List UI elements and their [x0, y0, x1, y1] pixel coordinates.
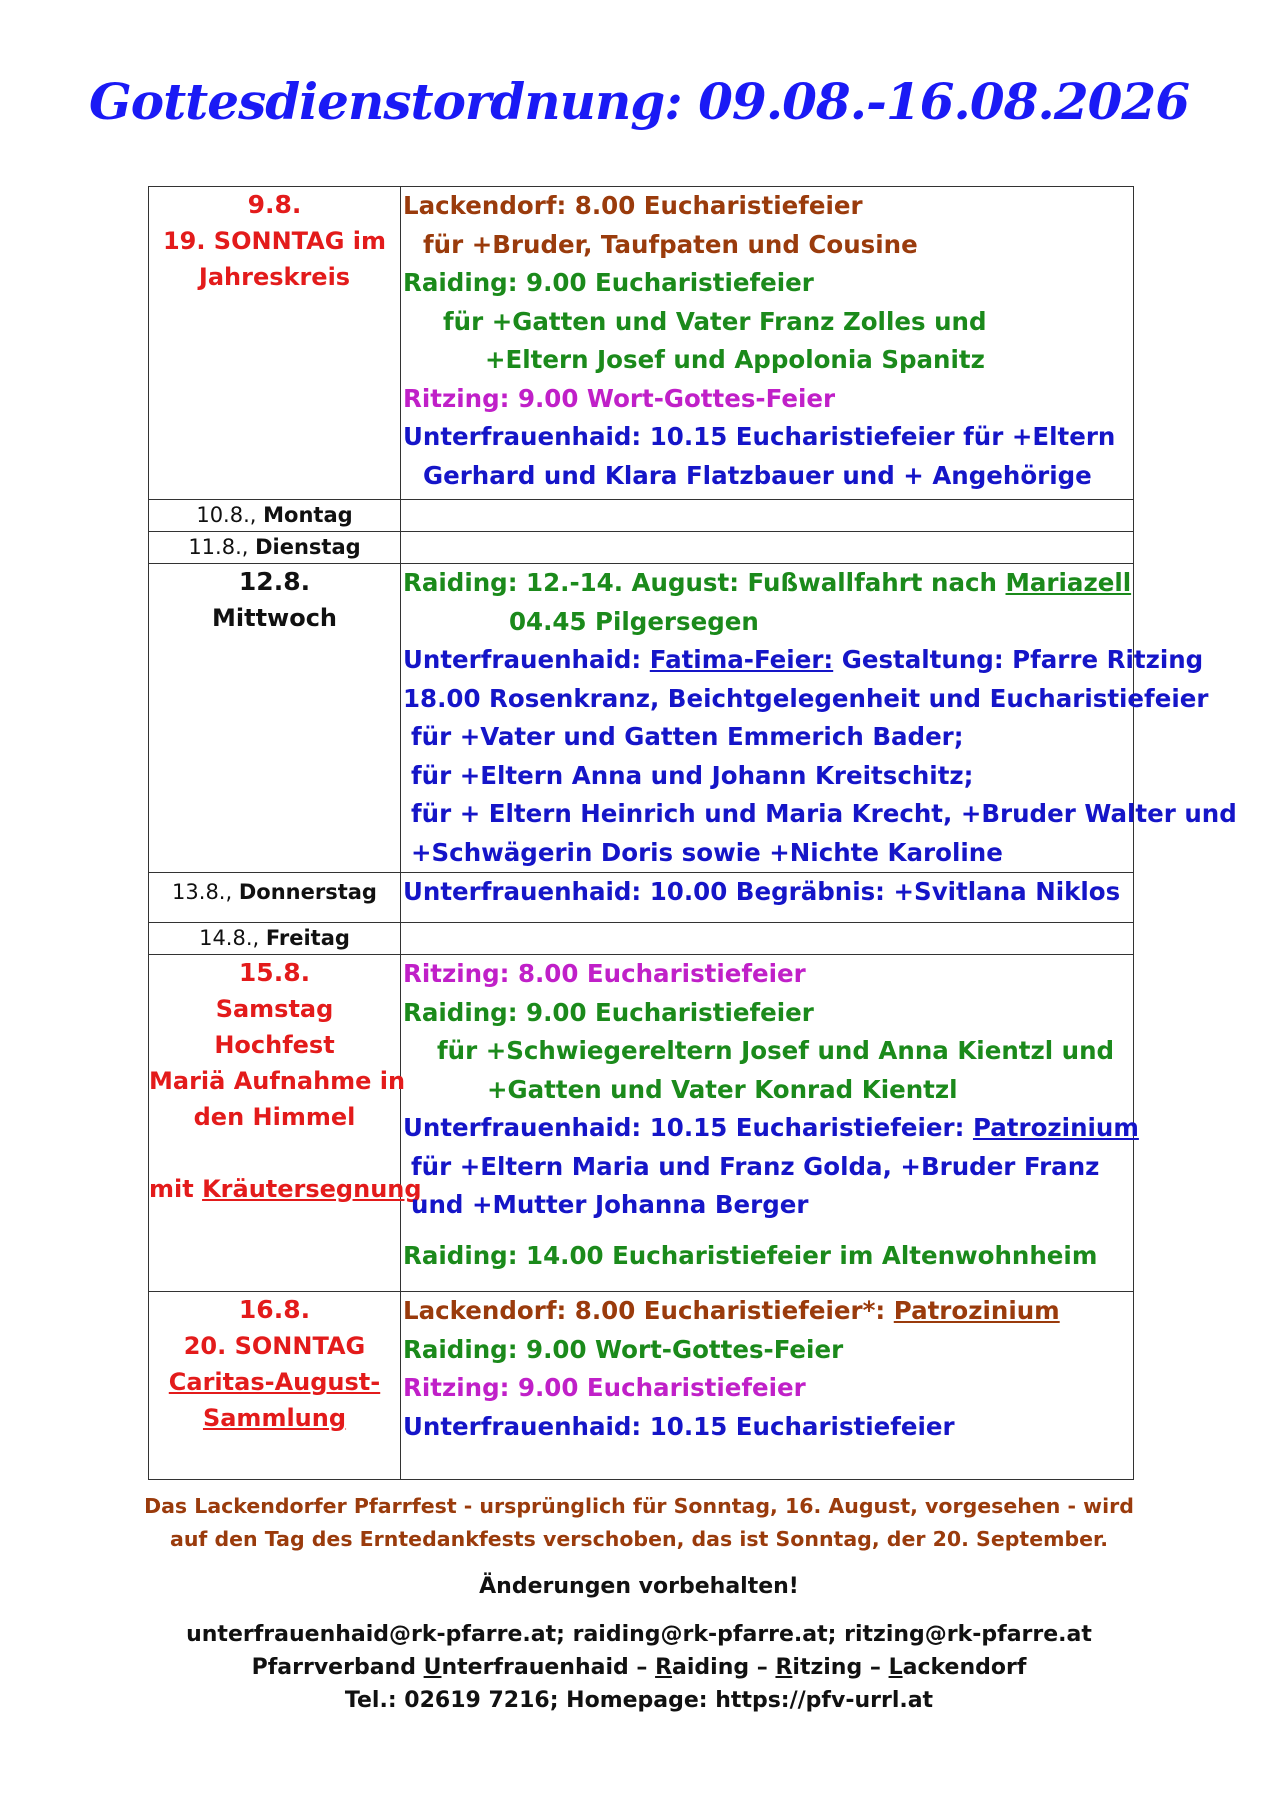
- day-cell-1208: [149, 564, 401, 873]
- patrozinium-link[interactable]: Patrozinium: [972, 1113, 1139, 1142]
- event-line: Unterfrauenhaid: Fatima-Feier: Gestaltung: Pfarre Ritzing: [403, 645, 1204, 674]
- caritas-link[interactable]: Caritas-August-: [168, 1368, 381, 1396]
- mariazell-link[interactable]: Mariazell: [1005, 568, 1132, 597]
- caritas-link[interactable]: Sammlung: [202, 1404, 347, 1432]
- note-line: auf den Tag des Erntedankfests verschoben, das ist Sonntag, der 20. September.: [169, 1527, 1109, 1551]
- event-line: für +Eltern Maria und Franz Golda, +Bruder Franz: [411, 1151, 1100, 1181]
- events-cell-1408: [401, 923, 1134, 955]
- table-row: [149, 187, 1134, 500]
- day-label: mit Kräutersegnung: [149, 1175, 422, 1203]
- day-label: Hochfest: [214, 1031, 335, 1059]
- day-date: 10.8.,: [196, 503, 257, 527]
- event-line: Ritzing: 9.00 Eucharistiefeier: [403, 1373, 806, 1402]
- event-line: 18.00 Rosenkranz, Beichtgelegenheit und Eucharistiefeier: [403, 683, 1209, 713]
- day-cell-1608: [149, 1292, 401, 1480]
- day-date: 15.8.: [238, 958, 311, 987]
- table-row: [149, 923, 1134, 955]
- event-line: Raiding: 12.-14. August: Fußwallfahrt nach Mariazell: [403, 568, 1132, 597]
- event-line: +Schwägerin Doris sowie +Nichte Karoline: [411, 837, 1003, 867]
- event-line: Lackendorf: 8.00 Eucharistiefeier*: Patrozinium: [403, 1296, 1060, 1325]
- kraeutersegnung-link[interactable]: Kräutersegnung: [202, 1175, 422, 1203]
- event-line: 04.45 Pilgersegen: [509, 606, 759, 636]
- note-line: Das Lackendorfer Pfarrfest - ursprünglich für Sonntag, 16. August, vorgesehen - wird: [144, 1494, 1134, 1518]
- contact-block: [0, 1618, 1278, 1717]
- event-line: Raiding: 9.00 Eucharistiefeier: [403, 268, 814, 297]
- event-line: Raiding: 14.00 Eucharistiefeier im Altenwohnheim: [403, 1240, 1098, 1270]
- day-cell-1308: [149, 873, 401, 923]
- event-line: für +Gatten und Vater Franz Zolles und: [443, 306, 987, 336]
- contact-emails[interactable]: unterfrauenhaid@rk-pfarre.at; raiding@rk-pfarre.at; ritzing@rk-pfarre.at: [186, 1622, 1092, 1647]
- event-line: und +Mutter Johanna Berger: [411, 1190, 809, 1219]
- events-cell-1208: [401, 564, 1237, 873]
- day-cell-1508: [149, 955, 422, 1292]
- events-cell-1308: [401, 873, 1134, 923]
- table-row: [149, 873, 1134, 923]
- event-line: Lackendorf: 8.00 Eucharistiefeier: [403, 191, 863, 220]
- contact-tel-homepage[interactable]: Tel.: 02619 7216; Homepage: https://pfv-urrl.at: [344, 1688, 934, 1713]
- day-cell-1408: [149, 923, 401, 955]
- event-line: für + Eltern Heinrich und Maria Krecht, +Bruder Walter und: [411, 799, 1237, 828]
- pfarrfest-note: [0, 1490, 1278, 1556]
- event-line: für +Bruder, Taufpaten und Cousine: [423, 229, 918, 259]
- table-row: [149, 955, 1134, 1292]
- day-cell-1108: [149, 532, 401, 564]
- event-line: +Eltern Josef und Appolonia Spanitz: [485, 345, 985, 374]
- event-line: Unterfrauenhaid: 10.15 Eucharistiefeier: [403, 1411, 955, 1441]
- events-cell-1108: [401, 532, 1134, 564]
- day-label: 19. SONNTAG im: [162, 227, 387, 255]
- events-cell-1508: [401, 955, 1139, 1292]
- day-date: 14.8.,: [199, 926, 260, 950]
- day-label: Mariä Aufnahme in: [149, 1067, 406, 1095]
- day-weekday: Freitag: [265, 926, 350, 950]
- event-line: für +Schwiegereltern Josef und Anna Kientzl und: [437, 1036, 1115, 1065]
- event-line: Raiding: 9.00 Eucharistiefeier: [403, 997, 814, 1027]
- pfarrverband-line: Pfarrverband Unterfrauenhaid – Raiding – Ritzing – Lackendorf: [251, 1655, 1027, 1680]
- event-line: +Gatten und Vater Konrad Kientzl: [487, 1074, 958, 1104]
- events-cell-0908: [401, 187, 1134, 500]
- table-row: [149, 500, 1134, 532]
- day-date: 12.8.: [238, 567, 311, 596]
- day-weekday: Mittwoch: [211, 604, 338, 632]
- day-label: 20. SONNTAG: [183, 1332, 366, 1360]
- day-cell-0908: [149, 187, 401, 500]
- day-label: Samstag: [215, 995, 334, 1023]
- day-label: den Himmel: [193, 1103, 356, 1131]
- event-line: Ritzing: 9.00 Wort-Gottes-Feier: [403, 383, 836, 413]
- table-row: [149, 1292, 1134, 1480]
- day-weekday: Montag: [263, 503, 353, 527]
- event-line: Ritzing: 8.00 Eucharistiefeier: [403, 959, 806, 988]
- event-line: für +Vater und Gatten Emmerich Bader;: [411, 722, 964, 751]
- patrozinium-link[interactable]: Patrozinium: [893, 1296, 1060, 1325]
- event-line: Unterfrauenhaid: 10.15 Eucharistiefeier: Patrozinium: [403, 1113, 1139, 1142]
- day-weekday: Donnerstag: [238, 880, 377, 904]
- event-line: Gerhard und Klara Flatzbauer und + Angehörige: [423, 460, 1092, 490]
- event-line: für +Eltern Anna und Johann Kreitschitz;: [411, 760, 974, 790]
- day-date: 16.8.: [238, 1295, 311, 1324]
- day-cell-1008: [149, 500, 401, 532]
- day-date: 11.8.,: [188, 535, 249, 559]
- day-date: 13.8.,: [172, 880, 233, 904]
- day-label: Jahreskreis: [198, 263, 351, 291]
- events-cell-1008: [401, 500, 1134, 532]
- events-cell-1608: [401, 1292, 1134, 1480]
- fatima-feier-link[interactable]: Fatima-Feier:: [649, 645, 834, 674]
- event-line: Raiding: 9.00 Wort-Gottes-Feier: [403, 1334, 844, 1364]
- page-title: Gottesdienstordnung: 09.08.-16.08.2026: [89, 72, 1189, 131]
- disclaimer: Änderungen vorbehalten!: [479, 1574, 799, 1599]
- event-line: Unterfrauenhaid: 10.15 Eucharistiefeier für +Eltern: [403, 422, 1116, 451]
- table-row: [149, 564, 1134, 873]
- event-line: Unterfrauenhaid: 10.00 Begräbnis: +Svitlana Niklos: [403, 877, 1121, 906]
- day-weekday: Dienstag: [255, 535, 361, 559]
- table-row: [149, 532, 1134, 564]
- schedule-table: [148, 186, 1237, 1480]
- day-date: 9.8.: [247, 190, 302, 219]
